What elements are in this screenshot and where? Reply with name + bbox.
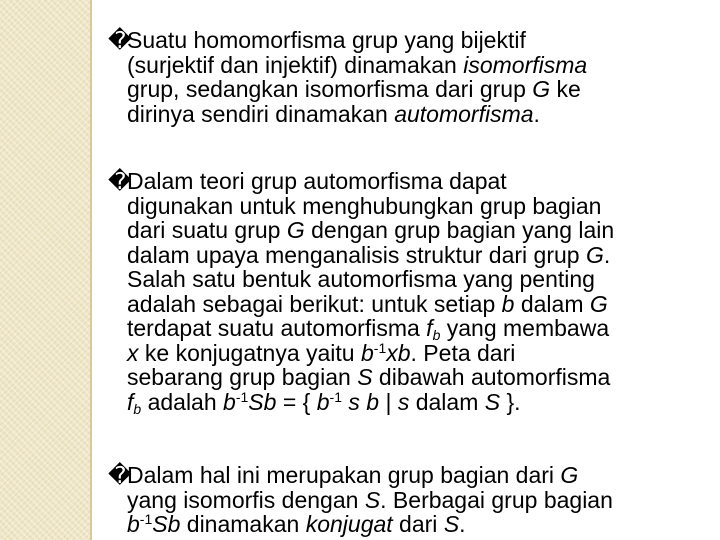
text-line <box>108 463 708 488</box>
italic-term: G <box>560 462 579 488</box>
text-line <box>127 365 708 390</box>
italic-term: b <box>127 511 140 537</box>
text-line <box>127 218 708 243</box>
text-run: ke konjugatnya yaitu <box>138 339 361 366</box>
text-line <box>127 194 708 219</box>
italic-term: s b <box>348 388 380 415</box>
text-run: . <box>533 100 540 127</box>
text-run: }. <box>500 388 521 415</box>
text-run: digunakan untuk menghubungkan grup bagian <box>127 192 602 219</box>
text-run: = { <box>276 388 317 415</box>
italic-term: Sb <box>248 388 277 415</box>
text-line <box>108 169 708 194</box>
italic-term: f <box>127 388 134 415</box>
italic-term: b <box>360 339 374 366</box>
italic-term: G <box>286 217 305 243</box>
superscript: -1 <box>139 511 153 527</box>
italic-term: S <box>357 364 373 390</box>
italic-term: S <box>443 511 460 537</box>
italic-term: automorfisma <box>394 100 534 127</box>
text-run: | <box>379 388 398 415</box>
text-run: dengan grup bagian yang lain <box>304 217 615 243</box>
italic-term: f <box>426 315 433 341</box>
italic-term: konjugat <box>305 511 393 537</box>
bullet-marker-icon: � <box>108 27 132 53</box>
decorative-side-strip <box>0 0 90 540</box>
text-run: Suatu homomorfisma grup yang bijektif <box>127 27 526 53</box>
text-run: dari <box>392 511 444 537</box>
text-run: dari suatu grup <box>127 217 287 243</box>
bullet-paragraph-3 <box>108 463 708 537</box>
text-run: grup, sedangkan isomorfisma dari grup <box>127 76 533 102</box>
subscript: b <box>133 400 142 417</box>
text-line <box>127 341 708 366</box>
text-run: adalah sebagai berikut: untuk setiap <box>127 290 502 317</box>
text-line <box>127 292 708 317</box>
superscript: -1 <box>329 388 342 405</box>
subscript: b <box>432 327 441 343</box>
italic-term: S <box>484 388 501 415</box>
text-run: dalam <box>409 388 485 415</box>
italic-term: G <box>532 76 551 102</box>
text-run: yang membawa <box>440 315 610 341</box>
text-run: Salah satu bentuk automorfisma yang penting <box>127 266 595 292</box>
italic-term: x <box>127 339 139 366</box>
text-line <box>127 267 708 292</box>
text-run: (surjektif dan injektif) dinamakan <box>127 51 464 78</box>
bullet-marker-icon: � <box>108 168 132 194</box>
text-run: ke <box>550 76 581 102</box>
superscript: -1 <box>373 339 387 356</box>
text-run: sebarang grup bagian <box>127 364 358 390</box>
text-run: . <box>603 241 611 268</box>
text-line <box>127 488 708 513</box>
text-run: . Berbagai grup bagian <box>380 486 613 513</box>
text-line <box>108 28 708 53</box>
text-line <box>127 316 708 341</box>
superscript: -1 <box>235 388 249 405</box>
text-run: yang isomorfis dengan <box>127 486 365 513</box>
bullet-paragraph-1 <box>108 28 708 126</box>
side-divider <box>90 0 92 540</box>
italic-term: S <box>364 486 381 513</box>
italic-term: G <box>589 290 608 317</box>
bullet-marker-icon: � <box>108 462 132 488</box>
text-line <box>127 102 708 127</box>
text-line <box>127 390 708 415</box>
text-run: dalam upaya menganalisis struktur dari grup <box>127 241 586 268</box>
text-run: dinamakan <box>180 511 306 537</box>
text-run: terdapat suatu automorfisma <box>127 315 427 341</box>
italic-term: b <box>223 388 236 415</box>
text-line <box>127 77 708 102</box>
italic-term: Sb <box>152 511 181 537</box>
italic-term: b <box>316 388 330 415</box>
text-run: dirinya sendiri dinamakan <box>127 100 395 127</box>
italic-term: xb <box>386 339 411 366</box>
text-run: dibawah automorfisma <box>372 364 611 390</box>
italic-term: s <box>397 388 410 415</box>
text-run: Dalam teori grup automorfisma dapat <box>127 168 507 194</box>
text-line <box>127 243 708 268</box>
text-line <box>127 512 708 537</box>
text-run: dalam <box>514 290 590 317</box>
text-run: Dalam hal ini merupakan grup bagian dari <box>127 462 561 488</box>
text-run: . Peta dari <box>410 339 516 366</box>
text-run: adalah <box>141 388 224 415</box>
italic-term: G <box>585 241 604 268</box>
bullet-paragraph-2 <box>108 168 708 417</box>
italic-term: b <box>501 290 515 317</box>
text-run: . <box>459 511 466 537</box>
italic-term: isomorfisma <box>463 51 588 78</box>
text-line <box>127 53 708 78</box>
